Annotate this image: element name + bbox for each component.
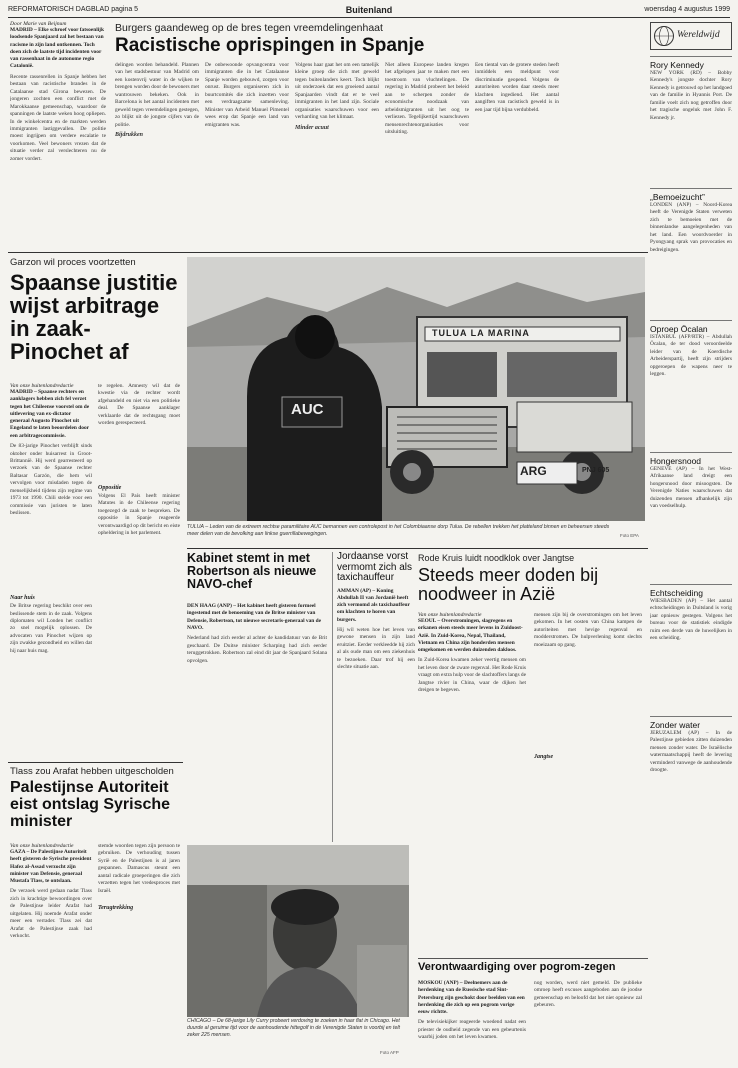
- section-rule-2: [187, 548, 648, 549]
- steeds-lead: SEOUL – Overstromingen, slagregens en orkanen eisen steeds meer levens in Zuidoost-Azië. In Zuid-Korea, Nepal, Thailand, Vietnam en China zijn honderden mensen omgekomen en werden duizenden dakloos.: [418, 618, 523, 654]
- pinochet-body1: De 83-jarige Pinochet verblijft sinds oktober onder huisarrest in Groot-Brittannië. Hij werd gearresteerd op verzoek van de Spaanse rechter Baltasar Garzón, die hem wil vervolgen voor misdaden tegen de menselijkheid tijdens zijn regime van 1973 tot 1990. Chili stelde voor een commissie van juristen te laten beslissen.: [10, 443, 92, 517]
- pogrom-col1: [418, 980, 526, 1059]
- jordaanse-headline: Jordaanse vorst vermomt zich als taxichauffeur: [337, 551, 413, 583]
- pinochet-lead: MADRID – Spaanse rechters en aanklagers hebben zich fel verzet tegen het Chileense voorstel om de uitlevering van ex-dictator generaal Augusto Pinochet uit Engeland te laten beoordelen door een arbitragecommissie.: [10, 389, 90, 439]
- sidebar-item-title: Echtscheiding: [650, 588, 703, 598]
- top-col1-text: delingen worden behandeld. Plannen van het stadsbestuur van Madrid om een kostenvrij water in de wijken te brengen worden door de bewoners met wantrouwen bekeken. Ook in Barcelona is het aantal incidenten met geweld tegen vreemdelingen gestegen, zo blijkt uit de jongste cijfers van de politie.: [115, 62, 199, 128]
- sidebar-item-title: „Bemoeizucht”: [650, 192, 705, 202]
- top-story-col4: Niet alleen Europese landen kregen het afgelopen jaar te maken met een toestroom van vluchtelingen. De regering in Madrid probeert het beleid aan te scherpen zonder de economische noodzaak van arbeidsmigranten uit het oog te verliezen. Tegelijkertijd waarschuwen mensenrechtenorganisaties voor uitsluiting.: [385, 62, 469, 136]
- sidebar-item-title: Rory Kennedy: [650, 60, 704, 70]
- top-story-col2: De onbewoonde opvangcentra voor immigranten die in het Catalaanse Spanje worden gebouwd, zorgen voor onrust. Burgers organiseren zich in buurtcomités die zich inzetten voor een verdraagzame samenleving. Minister van Arbeid Manuel Pimentel wees erop dat Spanje een land van emigranten was.: [205, 62, 289, 128]
- left-column-story: [10, 21, 106, 186]
- pinochet-byline: Van onze buitenlandredactie: [10, 383, 74, 389]
- pogrom-headline: Verontwaardiging over pogrom-zegen: [418, 961, 616, 973]
- sidebar: [650, 22, 732, 842]
- arafat-col2-text: stemde woorden tegen zijn persoon te gebruiken. De verhouding tussen Syrië en de Palestijnen is al jaren gespannen. Damascus steunt een aantal radicale groeperingen die zich verzetten tegen het vredesproces met Israël.: [98, 843, 180, 894]
- pinochet-subhead: Naar huis: [10, 595, 35, 602]
- sidebar-item-title: Zonder water: [650, 720, 701, 730]
- sidebar-item-body: GENEVE (AP) – In het West-Afrikaanse land dreigt een hongersnood door misoogsten. De Verenigde Naties waarschuwen dat duizenden mensen afhankelijk zijn van voedselhulp.: [650, 466, 732, 510]
- vest-letters: AUC: [291, 401, 324, 418]
- header-rule: [8, 17, 730, 18]
- steeds-headline: Steeds meer doden bij noodweer in Azië: [418, 565, 599, 604]
- portrait-photo: [187, 845, 409, 1017]
- jordaanse-lead: AMMAN (AP) – Koning Abdullah II van Jordanië heeft zich vermomd als taxichauffeur om klachten te horen van burgers.: [337, 587, 410, 623]
- pinochet-col2-subhead: Oppositie: [98, 485, 122, 491]
- arafat-kicker: Tlass zou Arafat hebben uitgescholden: [10, 766, 174, 777]
- sidebar-item-body: JERUZALEM (AP) – In de Palestijnse gebieden zitten duizenden mensen zonder water. De Israëlische watermaatschappij heeft de levering verminderd vanwege de aanhoudende droogte.: [650, 730, 732, 774]
- truck-sign: TULUA LA MARINA: [432, 328, 530, 338]
- truck-plate: ARG: [520, 464, 547, 478]
- globe-icon: [653, 25, 675, 47]
- truck-photo-image: [187, 257, 645, 521]
- sidebar-item-body: NEW YORK (RD) – Bobby Kennedy's jongste dochter Rory Kennedy is getrouwd op het landgoed van de familie in Hyannis Port. De familie voelt zich nog getroffen door het tragische ongeluk met John F. Kennedy jr.: [650, 70, 732, 121]
- jordaanse-text: Hij wil weten hoe het leven van gewone mensen in zijn land eruitziet. Eerder verkleedde hij zich al als oude man om een ziekenhuis te bezoeken. Daar trof hij een slechte situatie aan.: [337, 626, 415, 671]
- truck-photo: [187, 257, 645, 521]
- section-title: Buitenland: [345, 5, 393, 15]
- sidebar-item-title: Oproep Öcalan: [650, 324, 708, 334]
- pinochet-col2b-text: Volgens El País heeft minister Matutes in de Chileense regering toegezegd de zaak te bespreken. De oppositie in Spanje reageerde verontwaardigd op dit bericht en eiste opheldering in het parlement.: [98, 493, 180, 537]
- page-date: woensdag 4 augustus 1999: [644, 6, 730, 13]
- top-col3-text: Volgens haar gaat het om een tamelijk kleine groep die zich met geweld tegen buitenlanders keert. Toch blijkt uit onderzoek dat een groeiend aantal Spanjaarden vindt dat er te veel immigranten in het land zijn. Sociale organisaties waarschuwen voor een verharding van het klimaat.: [295, 62, 379, 121]
- pinochet-kicker: Garzon wil proces voortzetten: [10, 257, 136, 268]
- pinochet-body2: De Britse regering beschikt over een beslissende stem in de zaak. Volgens diplomaten wil Londen het conflict zo snel mogelijk oplossen. De advocaten van Pinochet wijzen op zijn zwakke gezondheid en willen dat hij naar huis mag.: [10, 603, 92, 654]
- steeds-byline: Van onze buitenlandredactie: [418, 612, 482, 618]
- kabinet-text: Nederland had zich eerder al achter de kandidatuur van de Brit geschaard. De Duitse minister Scharping had zich eerder teruggetrokken. Robertson zal eind dit jaar de Spanjaard Solana opvolgen.: [187, 635, 327, 664]
- sidebar-item: [650, 56, 732, 182]
- pinochet-col2: [98, 383, 180, 603]
- arafat-body: De verzoek werd gedaan nadat Tlass zich in krachtige bewoordingen over de Palestijnse leider Arafat had uitgelaten. Hij noemde Arafat onder meer een verrader. Tlass zei dat Arafat de Palestijnse zaak had verkocht.: [10, 888, 92, 940]
- arafat-col2: [98, 843, 180, 913]
- sidebar-item: [650, 716, 732, 842]
- sidebar-item: [650, 188, 732, 314]
- top-subhead-2: Minder acuut: [295, 124, 329, 131]
- sidebar-item: [650, 452, 732, 578]
- arafat-lead: GAZA – De Palestijnse Autoriteit heeft gisteren de Syrische president Hafez al-Assad verzocht zijn minister van Defensie, generaal Mustafa Tlass, te ontslaan.: [10, 849, 92, 885]
- sidebar-item-title: Hongersnood: [650, 456, 702, 466]
- kabinet-headline: Kabinet stemt in met Robertson als nieuwe NAVO-chef: [187, 551, 317, 592]
- left-lead: MADRID – Elke schroef voor fatsoenlijk loodsende Spanjaard zal het bestaan van racisme in zijn land ontkennen. Toch doen zich de laatste tijd incidenten voor van rassenhaat in de autonome regio Catalonië.: [10, 27, 104, 70]
- top-story-headline: Racistische oprispingen in Spanje: [115, 35, 425, 56]
- portrait-photo-image: [187, 845, 409, 1017]
- section-rule-4: [418, 958, 648, 959]
- arafat-col1: [10, 843, 92, 1028]
- top-subhead-1: Bijdrukken: [115, 132, 144, 139]
- arafat-byline: Van onze buitenlandredactie: [10, 843, 74, 849]
- top-story-kicker: Burgers gaandeweg op de bres tegen vreemdelingenhaat: [115, 22, 383, 34]
- top-story-col5: Een tiental van de grotere steden heeft inmiddels een meldpunt voor discriminatie geopend. Volgens de autoriteiten worden daar steeds meer klachten ingediend. Het aantal aangiften van racistisch geweld is in een jaar tijd bijna verdubbeld.: [475, 62, 559, 113]
- truck-plate-number: PNJ 605: [582, 467, 610, 474]
- steeds-subhead: Jangtse: [534, 754, 554, 760]
- sidebar-item: [650, 320, 732, 446]
- left-body: Recente rassenrellen in Spanje hebben het bestaan van racistische brandes in de Catalaanse stad Girona bewezen. De jongeren zochten een conflict met de Marokkaanse gemeenschap, waardoor de spanningen de laatste weken hoog opliepen. In de winkelcentra en de markten werden immigranten lastiggevallen. De politie moest ingrijpen om verdere escalatie te voorkomen. Veel bewoners vrezen dat de situatie verder zal verslechteren nu de zomer vordert.: [10, 73, 106, 162]
- pogrom-lead: MOSKOU (ANP) – Deelnemers aan de herdenking van de Russische stad Sint-Petersburg zijn geschokt door beelden van een herdenking die zich op een pogrom vorige eeuw richtte.: [418, 980, 525, 1016]
- sidebar-item: [650, 584, 732, 710]
- sidebar-masthead: [650, 22, 732, 50]
- sidebar-item-body: LONDEN (ANP) – Noord-Korea heeft de Verenigde Staten verweten zich te bemoeien met de binnenlandse aangelegenheden van het land. Een woordvoerder in Pyongyang sprak van provocaties en bedreigingen.: [650, 202, 732, 253]
- truck-photo-caption: TULUA – Leden van de extreem rechtse paramilitaire AUC bemannen een controlepost in het Colombiaanse dorp Tulua. De rebellen trekken het platteland binnen en beheersen steeds meer delen van de bevolking aan linkse guerrillabewegingen.: [187, 524, 610, 538]
- truck-photo-credit: Foto EPA: [620, 533, 639, 538]
- steeds-body: In Zuid-Korea kwamen zeker veertig mensen om het leven door de zware regenval. Het Rode Kruis vraagt om extra hulp voor de slachtoffers langs de Jangtse rivier in China, waar de dijken het dreigen te begeven.: [418, 657, 526, 694]
- top-story-col3: [295, 62, 379, 247]
- section-rule-1: [8, 252, 648, 253]
- sidebar-title: Wereldwijd: [677, 30, 720, 40]
- portrait-photo-caption: CHICAGO – De 68-jarige Lily Curry probeert verdoving te zoeken in haar flat in Chicago. Het duurde al geruime tijd voor de aanhoudende hittegolf in de Verenigde Staten is voorbij en telt zeker 225 mensen.: [187, 1018, 400, 1039]
- kabinet-body: [187, 603, 327, 775]
- kabinet-lead: DEN HAAG (ANP) – Het kabinet heeft gisteren formeel ingestemd met de benoeming van de Britse minister van Defensie, Robertson, tot nieuwe secretaris-generaal van de NAVO.: [187, 603, 322, 631]
- steeds-col2-text: mensen zijn bij de overstromingen om het leven gekomen. In het oosten van China kampen de autoriteiten met hevige regenval en modderstromen. De hulpverlening komt slechts moeizaam op gang.: [534, 612, 642, 648]
- pinochet-col2-text: te regelen. Amnesty wil dat de kwestie via de rechter wordt afgehandeld en niet via een politieke deal. De Spaanse aanklager verklaarde dat de rechtsgang moet worden gerespecteerd.: [98, 383, 180, 427]
- pinochet-col1: [10, 383, 92, 683]
- arafat-headline: Palestijnse Autoriteit eist ontslag Syrische minister: [10, 779, 171, 830]
- sidebar-item-body: WIESBADEN (AP) – Het aantal echtscheidingen in Duitsland is vorig jaar opnieuw gestegen. Volgens het bureau voor de statistiek eindigde ruim een derde van de huwelijken in een scheiding.: [650, 598, 732, 642]
- steeds-col2: [534, 612, 642, 762]
- steeds-col1: [418, 612, 526, 767]
- sidebar-item-body: ISTANBUL (AFP/RTR) – Abdullah Öcalan, de ter dood veroordeelde leider van de Koerdische Arbeiderspartij, heeft zijn strijders opgeroepen de wapens neer te leggen.: [650, 334, 732, 378]
- steeds-kicker: Rode Kruis luidt noodklok over Jangtse: [418, 553, 575, 563]
- section-rule-3: [8, 762, 183, 763]
- portrait-photo-credit: Foto AFP: [380, 1050, 399, 1055]
- pogrom-body: De televisiekijker reageerde woedend nadat een priester de oudheid zegende van een gebeurtenis waarbij joden om het leven kwamen.: [418, 1019, 526, 1041]
- paper-name: REFORMATORISCH DAGBLAD pagina 5: [8, 6, 139, 13]
- jordaanse-story: [332, 552, 415, 842]
- pogrom-col2: nog worden, werd niet gemeld. De publieke omroep heeft excuses aangeboden aan de joodse gemeenschap en beloofd dat het niet opnieuw zal gebeuren.: [534, 980, 642, 1009]
- left-byline: Door Marie van Beijnum: [10, 21, 67, 27]
- arafat-subhead: Terugtrekking: [98, 905, 134, 911]
- pinochet-headline: Spaanse justitie wijst arbitrage in zaak-Pinochet af: [10, 270, 178, 365]
- top-story-col1: [115, 62, 199, 247]
